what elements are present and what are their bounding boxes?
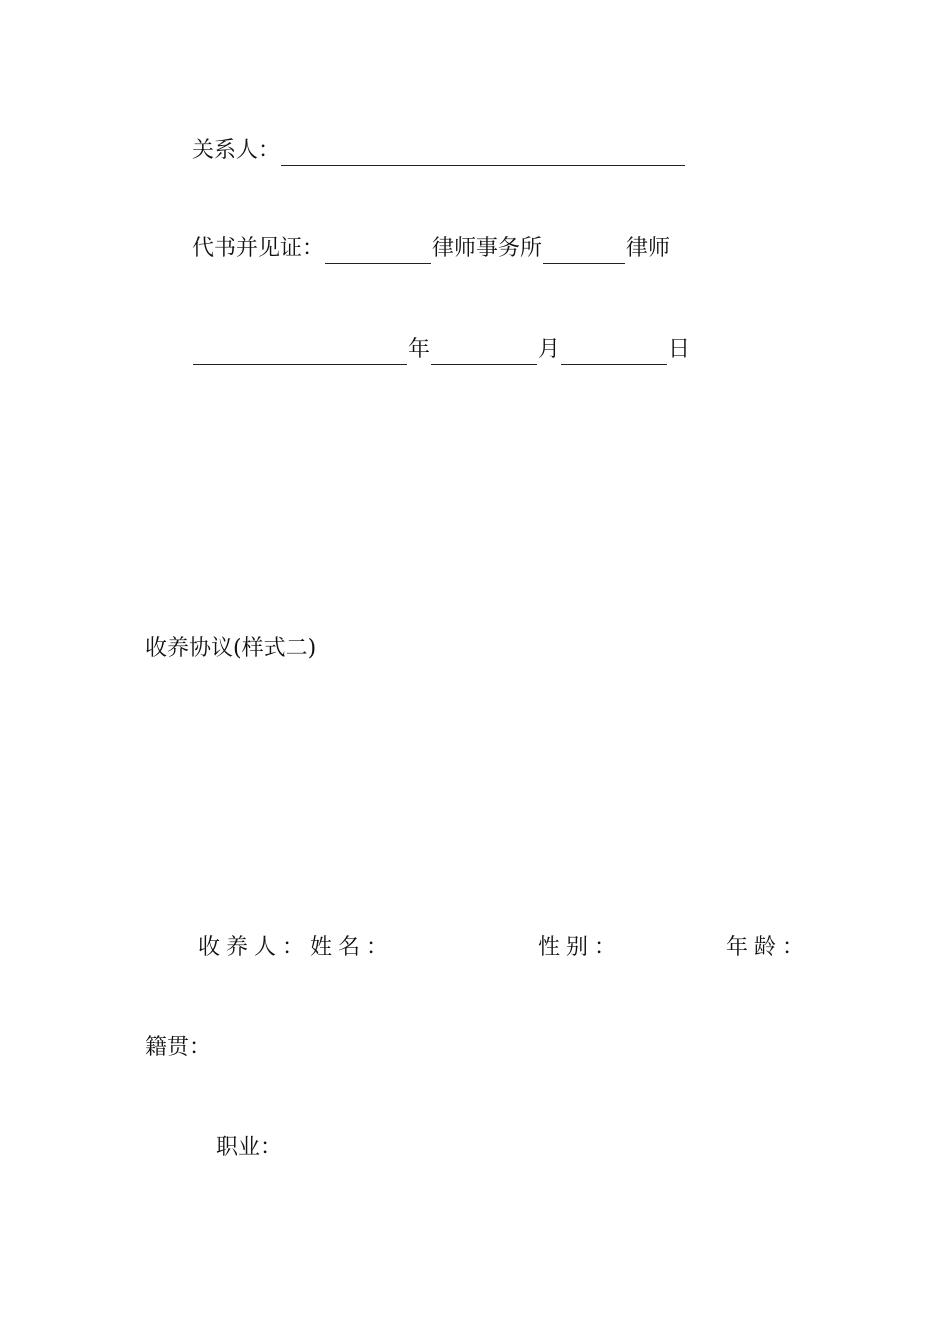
adopter-age-line xyxy=(726,933,810,963)
native-place-label: 籍贯： xyxy=(145,1035,212,1060)
native-place-line xyxy=(145,1033,211,1063)
adopter-prefix-line xyxy=(198,933,394,963)
witness-label: 代书并见证： xyxy=(192,236,325,261)
adopter-prefix: 收养人： xyxy=(198,935,311,960)
lawyer-blank[interactable] xyxy=(543,241,625,264)
adopter-name-label: 姓名： xyxy=(310,935,395,960)
adopter-gender-line xyxy=(538,933,622,963)
contact-blank[interactable] xyxy=(281,143,685,166)
year-blank[interactable] xyxy=(193,342,407,365)
day-blank[interactable] xyxy=(561,342,667,365)
firm-suffix: 律师事务所 xyxy=(432,236,543,261)
witness-line xyxy=(192,234,670,264)
month-blank[interactable] xyxy=(431,342,537,365)
year-label: 年 xyxy=(408,337,431,362)
month-label: 月 xyxy=(538,337,561,362)
adopter-age-label: 年龄： xyxy=(726,935,811,960)
adopter-gender-label: 性别： xyxy=(538,935,623,960)
day-label: 日 xyxy=(668,337,691,362)
occupation-line xyxy=(216,1133,282,1163)
title-text: 收养协议(样式二) xyxy=(145,636,317,661)
document-title xyxy=(145,634,316,664)
contact-label: 关系人： xyxy=(192,138,281,163)
lawyer-suffix: 律师 xyxy=(626,236,671,261)
occupation-label: 职业： xyxy=(216,1135,283,1160)
date-line xyxy=(192,335,690,365)
firm-blank[interactable] xyxy=(325,241,431,264)
contact-line xyxy=(192,136,686,166)
